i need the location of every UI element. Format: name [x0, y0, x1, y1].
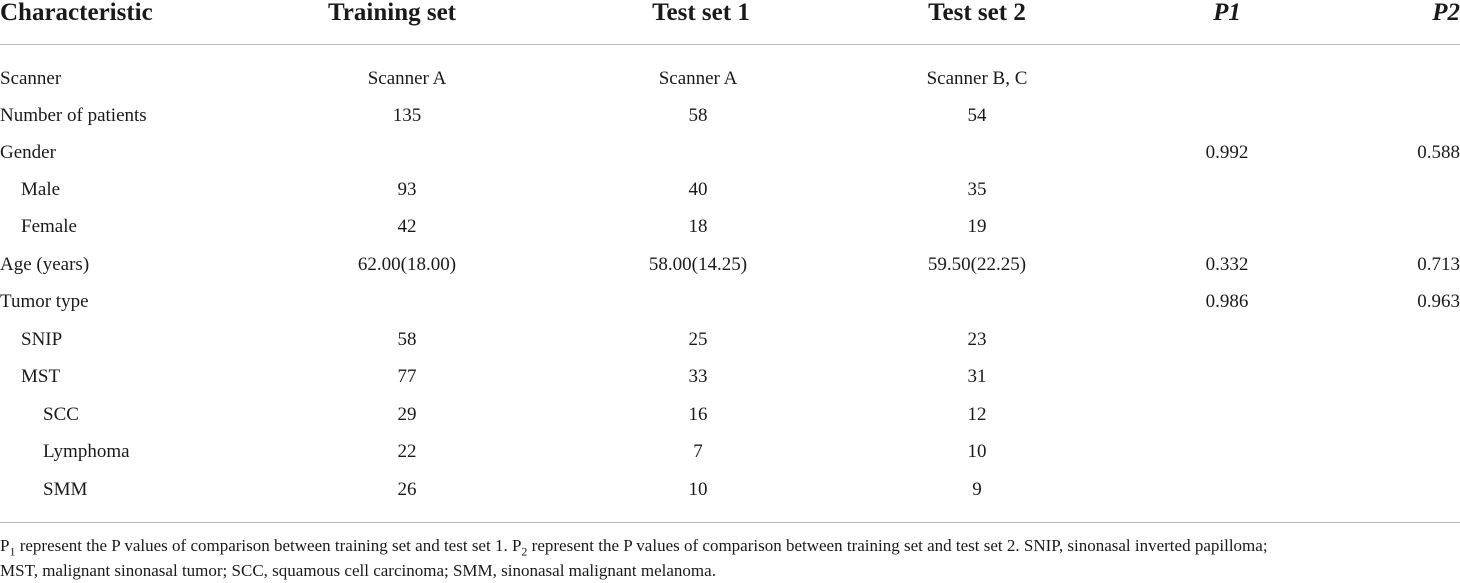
- footnote-p1-text: represent the P values of comparison between training set and test set 1.: [15, 536, 512, 555]
- cell-test-set-1: 7: [693, 441, 703, 462]
- footnote-p2-symbol: P: [511, 536, 522, 555]
- cell-characteristic: Male: [21, 179, 61, 200]
- header-p1: P1: [1213, 0, 1241, 26]
- cell-test-set-2: 19: [967, 216, 987, 237]
- cell-test-set-2: 54: [967, 105, 987, 126]
- header-p2: P2: [1432, 0, 1460, 26]
- cell-training-set: 93: [397, 179, 417, 200]
- table-row: [0, 328, 1460, 365]
- table-row: [0, 403, 1460, 440]
- header-test-set-2: Test set 2: [928, 0, 1026, 26]
- cell-characteristic: SMM: [43, 479, 88, 500]
- cell-training-set: 58: [397, 329, 417, 350]
- cell-test-set-2: 23: [967, 329, 987, 350]
- cell-test-set-2: 12: [967, 404, 987, 425]
- cell-p1: 0.332: [1205, 254, 1249, 275]
- table-row: [0, 290, 1460, 327]
- table-row: [0, 67, 1460, 104]
- table-header: [0, 0, 1460, 44]
- cell-characteristic: SNIP: [21, 329, 63, 350]
- footnote-p2-subscript: 2: [521, 544, 528, 559]
- footnote-p1-subscript: 1: [9, 544, 16, 559]
- cell-characteristic: Tumor type: [0, 291, 89, 312]
- cell-test-set-2: 59.50(22.25): [927, 254, 1027, 275]
- cell-training-set: 62.00(18.00): [357, 254, 457, 275]
- header-training-set: Training set: [327, 0, 457, 26]
- cell-characteristic: MST: [21, 366, 61, 387]
- cell-training-set: 42: [397, 216, 417, 237]
- cell-test-set-1: 25: [688, 329, 708, 350]
- cell-test-set-2: 9: [972, 479, 982, 500]
- footnote-p2-text: represent the P values of comparison between training set and test set 2. SNIP, sinonasal inverted papilloma;: [527, 536, 1268, 555]
- table-row: [0, 478, 1460, 515]
- cell-characteristic: SCC: [43, 404, 79, 425]
- cell-characteristic: Number of patients: [0, 105, 147, 126]
- table-row: [0, 253, 1460, 290]
- table-row: [0, 141, 1460, 178]
- cell-test-set-1: 58: [688, 105, 708, 126]
- cell-p2: 0.713: [1417, 254, 1460, 275]
- header-divider: [0, 44, 1460, 45]
- cell-p1: 0.992: [1205, 142, 1249, 163]
- header-characteristic: Characteristic: [0, 0, 153, 26]
- table-bottom-divider: [0, 522, 1460, 523]
- cell-p2: 0.588: [1417, 142, 1460, 163]
- table-footnote: [0, 533, 1460, 583]
- cell-characteristic: Female: [21, 216, 77, 237]
- header-test-set-1: Test set 1: [652, 0, 750, 26]
- cell-training-set: 77: [397, 366, 417, 387]
- cell-test-set-1: 10: [688, 479, 708, 500]
- cell-test-set-2: Scanner B, C: [926, 68, 1028, 89]
- cell-test-set-2: 31: [967, 366, 987, 387]
- cell-training-set: 26: [397, 479, 417, 500]
- table-row: [0, 365, 1460, 402]
- table-row: [0, 178, 1460, 215]
- table-row: [0, 215, 1460, 252]
- cell-characteristic: Age (years): [0, 254, 90, 275]
- cell-test-set-1: 16: [688, 404, 708, 425]
- cell-test-set-1: 58.00(14.25): [648, 254, 748, 275]
- cell-characteristic: Scanner: [0, 68, 62, 89]
- cell-characteristic: Gender: [0, 142, 56, 163]
- cell-training-set: Scanner A: [367, 68, 447, 89]
- cell-test-set-2: 35: [967, 179, 987, 200]
- cell-p2: 0.963: [1417, 291, 1460, 312]
- cell-training-set: 22: [397, 441, 417, 462]
- cell-test-set-1: 33: [688, 366, 708, 387]
- cell-characteristic: Lymphoma: [43, 441, 130, 462]
- footnote-line-1: [0, 533, 1460, 558]
- cell-test-set-2: 10: [967, 441, 987, 462]
- footnote-p1-symbol: P: [0, 536, 10, 555]
- table-row: [0, 440, 1460, 477]
- cell-training-set: 135: [392, 105, 422, 126]
- cell-p1: 0.986: [1205, 291, 1249, 312]
- cell-training-set: 29: [397, 404, 417, 425]
- cell-test-set-1: Scanner A: [658, 68, 738, 89]
- cell-test-set-1: 40: [688, 179, 708, 200]
- cell-test-set-1: 18: [688, 216, 708, 237]
- table-row: [0, 104, 1460, 141]
- footnote-line-2: MST, malignant sinonasal tumor; SCC, squamous cell carcinoma; SMM, sinonasal malignant melanoma.: [0, 561, 716, 580]
